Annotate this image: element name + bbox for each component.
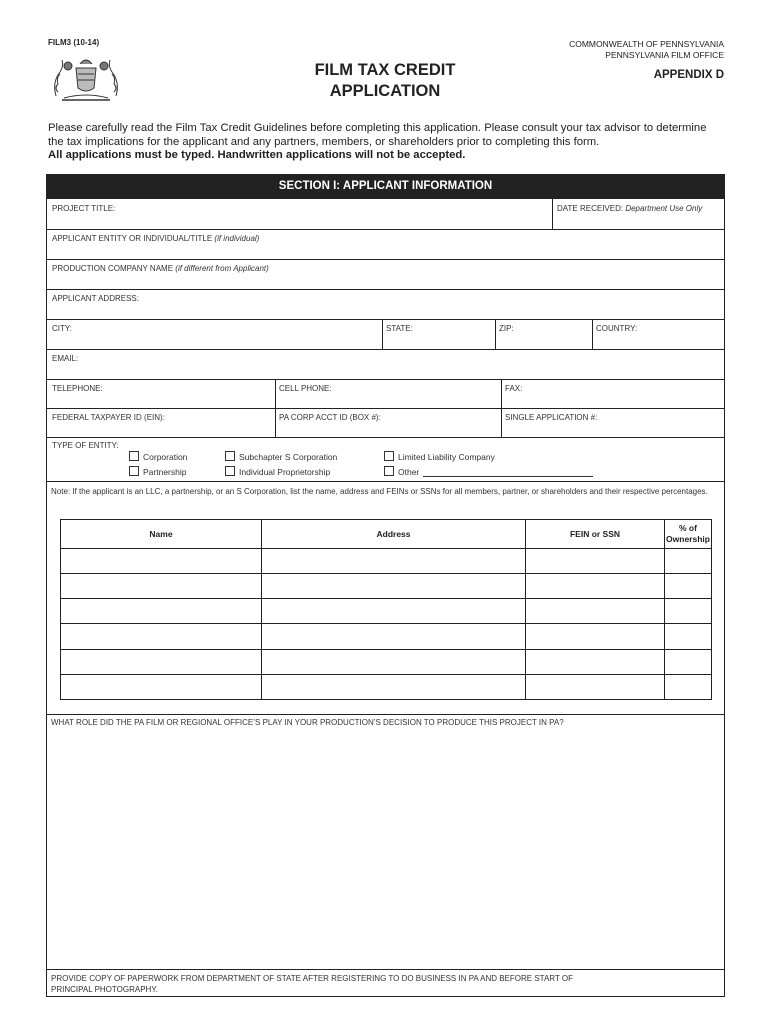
divider — [382, 320, 383, 349]
other-input[interactable] — [423, 468, 593, 477]
role-question-label: WHAT ROLE DID THE PA FILM OR REGIONAL OFFICE’S PLAY IN YOUR PRODUCTION’S DECISION TO PRODUCE THIS PROJECT IN PA? — [51, 718, 564, 727]
ownership-cell[interactable] — [665, 674, 712, 699]
applicant-address-label: APPLICANT ADDRESS: — [52, 294, 139, 303]
project-title-row[interactable] — [47, 199, 724, 230]
production-company-field[interactable] — [47, 260, 724, 290]
col-name-header: Name — [61, 520, 262, 549]
intro-line-3: All applications must be typed. Handwritten applications will not be accepted. — [48, 149, 466, 162]
name-cell[interactable] — [61, 674, 262, 699]
fein-cell[interactable] — [526, 624, 665, 649]
col-ownership-header: % of Ownership — [665, 520, 712, 549]
state-label: STATE: — [386, 324, 413, 333]
paperwork-line-1: PROVIDE COPY OF PAPERWORK FROM DEPARTMENT OF STATE AFTER REGISTERING TO DO BUSINESS IN PA AND BEFORE START OF — [51, 974, 574, 983]
address-cell[interactable] — [262, 599, 526, 624]
divider — [501, 380, 502, 408]
agency-line-1: COMMONWEALTH OF PENNSYLVANIA — [569, 39, 724, 49]
table-row[interactable] — [61, 649, 712, 674]
city-state-zip-row[interactable] — [47, 320, 724, 350]
divider — [495, 320, 496, 349]
divider — [275, 380, 276, 408]
form-code: FILM3 (10-14) — [48, 38, 100, 47]
checkbox-partnership[interactable]: Partnership — [129, 466, 186, 477]
date-received-label: DATE RECEIVED: Department Use Only — [557, 204, 703, 213]
address-cell[interactable] — [262, 574, 526, 599]
address-cell[interactable] — [262, 624, 526, 649]
ownership-cell[interactable] — [665, 549, 712, 574]
table-header-row — [61, 520, 712, 549]
country-label: COUNTRY: — [596, 324, 638, 333]
fax-label: FAX: — [505, 384, 523, 393]
ein-label: FEDERAL TAXPAYER ID (EIN): — [52, 413, 165, 422]
name-cell[interactable] — [61, 624, 262, 649]
name-cell[interactable] — [61, 599, 262, 624]
table-row[interactable] — [61, 599, 712, 624]
intro-line-2: the tax implications for the applicant and any partners, members, or shareholders prior to completing this form. — [48, 135, 600, 148]
section-divider — [47, 714, 724, 715]
cell-phone-label: CELL PHONE: — [279, 384, 332, 393]
email-field[interactable] — [47, 350, 724, 380]
divider — [552, 199, 553, 229]
table-row[interactable] — [61, 624, 712, 649]
ownership-cell[interactable] — [665, 574, 712, 599]
form-title — [290, 60, 480, 102]
title-line-1: FILM TAX CREDIT — [314, 61, 456, 79]
ownership-cell[interactable] — [665, 599, 712, 624]
ownership-table — [60, 519, 712, 700]
address-cell[interactable] — [262, 549, 526, 574]
appendix-label: APPENDIX D — [653, 69, 724, 81]
fein-cell[interactable] — [526, 574, 665, 599]
fein-cell[interactable] — [526, 649, 665, 674]
section-divider — [47, 969, 724, 970]
fein-cell[interactable] — [526, 549, 665, 574]
applicant-address-field[interactable] — [47, 290, 724, 320]
name-cell[interactable] — [61, 574, 262, 599]
phone-row[interactable] — [47, 380, 724, 409]
intro-line-1: Please carefully read the Film Tax Credit Guidelines before completing this application. Please consult your tax advisor to determine — [48, 122, 707, 134]
zip-label: ZIP: — [499, 324, 514, 333]
table-row[interactable] — [61, 574, 712, 599]
checkbox-llc[interactable]: Limited Liability Company — [384, 451, 495, 462]
address-cell[interactable] — [262, 674, 526, 699]
agency-line-2: PENNSYLVANIA FILM OFFICE — [605, 50, 724, 60]
name-cell[interactable] — [61, 649, 262, 674]
paperwork-line-2: PRINCIPAL PHOTOGRAPHY. — [51, 985, 158, 994]
divider — [592, 320, 593, 349]
checkbox-subchapter-s[interactable]: Subchapter S Corporation — [225, 451, 337, 462]
ownership-note: Note: If the applicant is an LLC, a partnership, or an S Corporation, list the name, address and FEINs or SSNs for all members, partner, or shareholders and their respective percentages. — [51, 487, 708, 496]
fein-cell[interactable] — [526, 599, 665, 624]
project-title-label: PROJECT TITLE: — [52, 204, 116, 213]
col-fein-header: FEIN or SSN — [526, 520, 665, 549]
title-line-2: APPLICATION — [329, 82, 441, 100]
divider — [501, 409, 502, 437]
role-answer-area[interactable] — [47, 730, 724, 968]
ownership-cell[interactable] — [665, 624, 712, 649]
section-heading: SECTION I: APPLICANT INFORMATION — [47, 175, 724, 199]
applicant-entity-label: APPLICANT ENTITY OR INDIVIDUAL/TITLE (if individual) — [52, 234, 260, 243]
col-address-header: Address — [262, 520, 526, 549]
checkbox-other[interactable]: Other — [384, 466, 593, 477]
entity-type-label: TYPE OF ENTITY: — [52, 441, 119, 450]
table-row[interactable] — [61, 674, 712, 699]
checkbox-corporation[interactable]: Corporation — [129, 451, 187, 462]
single-app-label: SINGLE APPLICATION #: — [505, 413, 598, 422]
pennsylvania-seal-icon — [50, 52, 122, 102]
pa-corp-label: PA CORP ACCT ID (BOX #): — [279, 413, 381, 422]
checkbox-sole-proprietorship[interactable]: Individual Proprietorship — [225, 466, 330, 477]
agency-name — [569, 39, 724, 61]
entity-type-row — [47, 438, 724, 482]
applicant-entity-field[interactable] — [47, 230, 724, 260]
production-company-label: PRODUCTION COMPANY NAME (if different from Applicant) — [52, 264, 269, 273]
table-row[interactable] — [61, 549, 712, 574]
city-label: CITY: — [52, 324, 73, 333]
paperwork-instruction — [51, 973, 711, 995]
email-label: EMAIL: — [52, 354, 79, 363]
divider — [275, 409, 276, 437]
address-cell[interactable] — [262, 649, 526, 674]
name-cell[interactable] — [61, 549, 262, 574]
intro-paragraph — [48, 122, 728, 163]
ownership-cell[interactable] — [665, 649, 712, 674]
tax-id-row[interactable] — [47, 409, 724, 438]
fein-cell[interactable] — [526, 674, 665, 699]
telephone-label: TELEPHONE: — [52, 384, 103, 393]
